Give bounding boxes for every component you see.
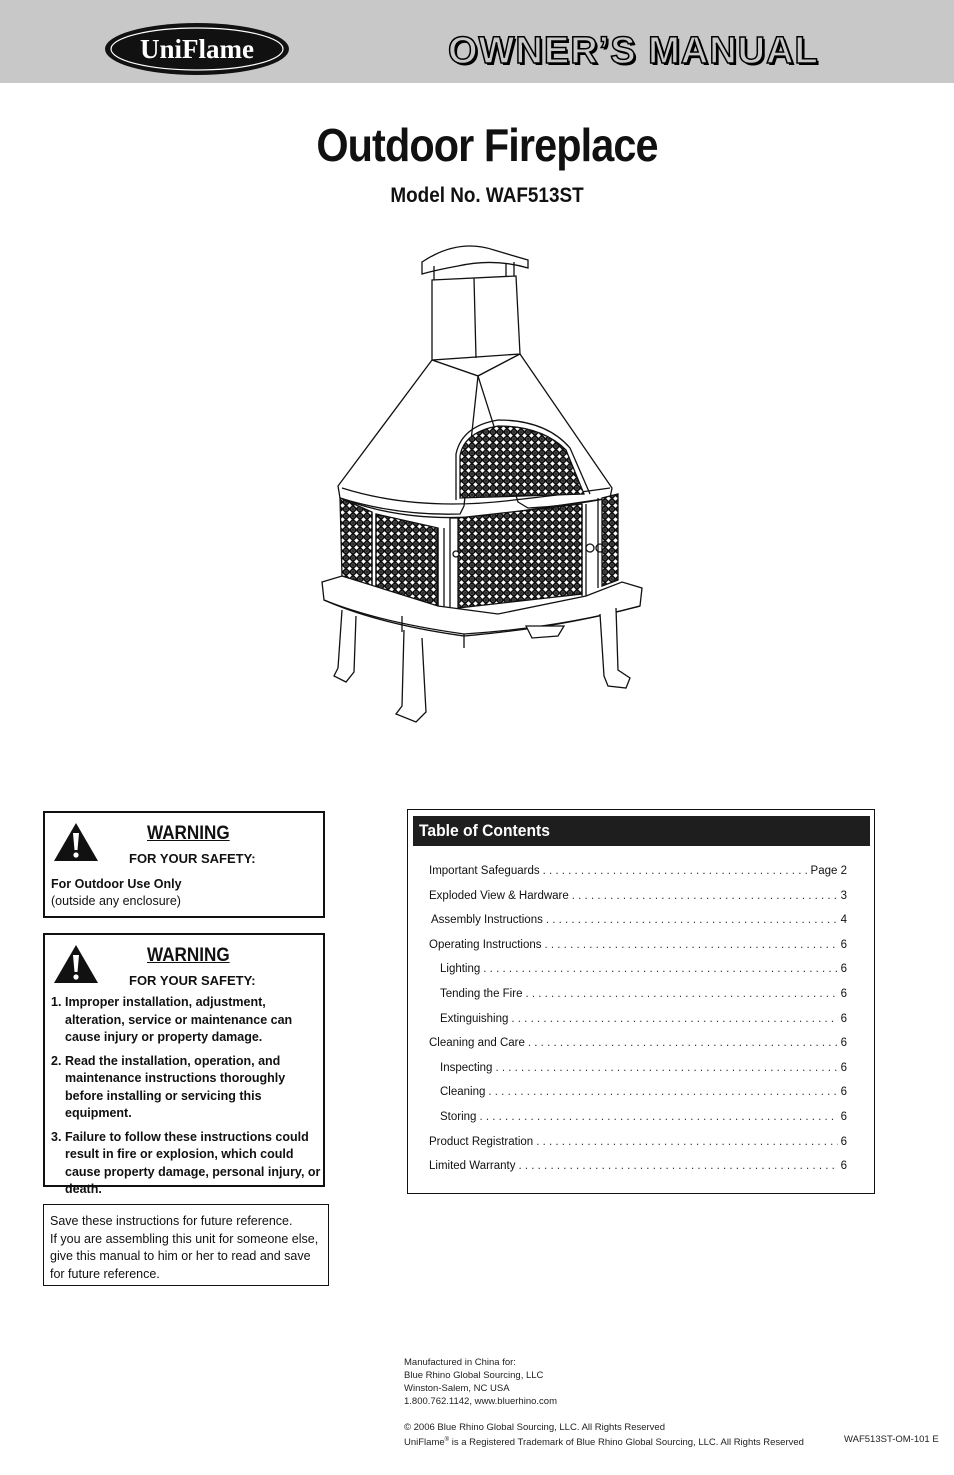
page-title: Outdoor Fireplace xyxy=(316,119,658,171)
toc-entry[interactable]: Lighting . . . 6 xyxy=(429,963,847,988)
toc-entry[interactable]: Limited Warranty . . . 6 xyxy=(429,1160,847,1185)
toc-entry[interactable]: Extinguishing . . . 6 xyxy=(429,1013,847,1038)
save-note-line2: If you are assembling this unit for someone else, give this manual to him or her to read and save for future reference. xyxy=(50,1231,319,1281)
warning-box-outdoor xyxy=(43,811,325,918)
warning-heading: WARNING xyxy=(147,945,230,966)
toc-entry[interactable]: Product Registration . . . 6 xyxy=(429,1136,847,1161)
toc-title: Table of Contents xyxy=(419,821,550,840)
toc-entry[interactable]: Important Safeguards . . . Page 2 xyxy=(429,865,847,890)
warning-heading: WARNING xyxy=(147,823,230,844)
warning-body xyxy=(51,876,182,910)
enclosure-line: (outside any enclosure) xyxy=(51,894,181,908)
toc-entry[interactable]: Storing . . . 6 xyxy=(429,1111,847,1136)
toc-entry[interactable]: Tending the Fire . . . 6 xyxy=(429,988,847,1013)
copyright-line: © 2006 Blue Rhino Global Sourcing, LLC. All Rights Reserved xyxy=(404,1422,666,1433)
logo-text: UniFlame xyxy=(140,34,254,64)
toc-header xyxy=(413,816,870,846)
toc-entry[interactable]: Cleaning . . . 6 xyxy=(429,1086,847,1111)
footer-line: Blue Rhino Global Sourcing, LLC xyxy=(404,1370,544,1381)
toc-entry[interactable]: Assembly Instructions . . . 4 xyxy=(429,914,847,939)
footer-line: Winston-Salem, NC USA xyxy=(404,1383,510,1394)
outdoor-use-line: For Outdoor Use Only xyxy=(51,877,182,891)
manual-title: OWNER’S MANUAL xyxy=(448,30,819,72)
warning-subheading: FOR YOUR SAFETY: xyxy=(129,851,256,866)
warning-subheading: FOR YOUR SAFETY: xyxy=(129,973,256,988)
trademark-line: UniFlame® is a Registered Trademark of Blue Rhino Global Sourcing, LLC. All Rights Reserved xyxy=(404,1437,804,1449)
warning-item: 3. Failure to follow these instructions could result in fire or explosion, which could cause property damage, personal injury, or death. xyxy=(51,1129,321,1196)
toc-list xyxy=(429,865,847,1185)
footer-line: 1.800.762.1142, www.bluerhino.com xyxy=(404,1396,557,1407)
warning-item: 2. Read the installation, operation, and maintenance instructions thoroughly before installing or servicing this equipment. xyxy=(51,1053,286,1120)
warning-item: 1. Improper installation, adjustment, alteration, service or maintenance can cause injury or property damage. xyxy=(51,995,293,1044)
save-instructions-note xyxy=(43,1204,329,1286)
model-number: Model No. WAF513ST xyxy=(390,184,584,207)
toc-entry[interactable]: Cleaning and Care . . . 6 xyxy=(429,1037,847,1062)
document-code: WAF513ST-OM-101 E xyxy=(844,1434,939,1445)
save-note-line1: Save these instructions for future reference. xyxy=(50,1214,293,1228)
toc-entry[interactable]: Exploded View & Hardware . . . 3 xyxy=(429,890,847,915)
warning-box-installation xyxy=(43,933,325,1196)
fireplace-illustration xyxy=(318,236,648,730)
warning-list xyxy=(51,994,323,1205)
warning-triangle-icon xyxy=(52,821,100,863)
footer-line: Manufactured in China for: xyxy=(404,1357,516,1368)
table-of-contents xyxy=(407,809,875,1194)
warning-triangle-icon xyxy=(52,943,100,985)
toc-entry[interactable]: Operating Instructions . . . 6 xyxy=(429,939,847,964)
uniflame-logo xyxy=(104,22,290,76)
toc-entry[interactable]: Inspecting . . . 6 xyxy=(429,1062,847,1087)
